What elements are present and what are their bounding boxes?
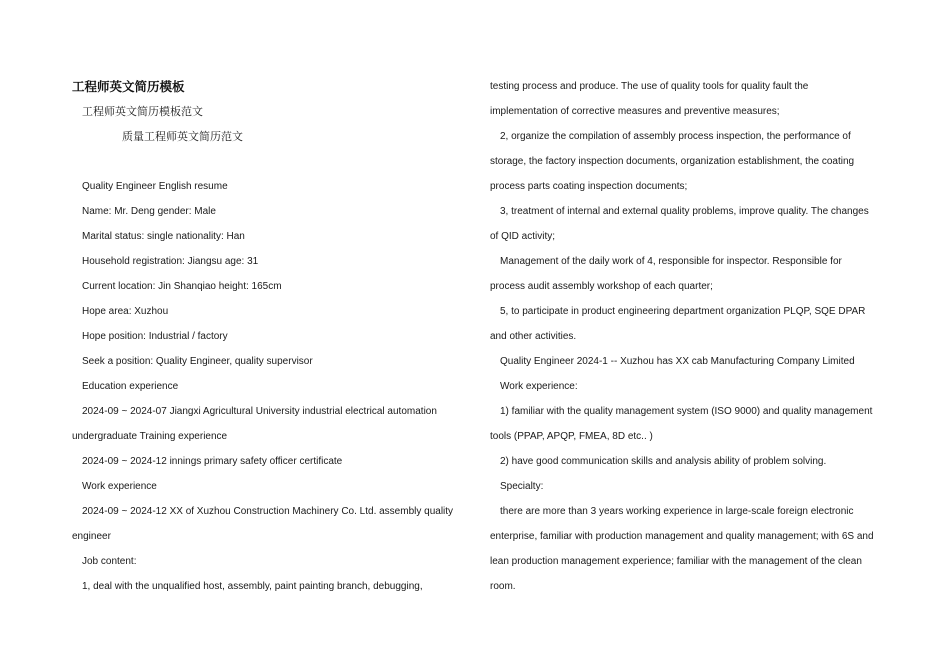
paragraph: Current location: Jin Shanqiao height: 165cm bbox=[82, 281, 282, 292]
paragraph: 2, organize the compilation of assembly process inspection, the performance of storage, the factory inspection documents, organization establishment, the coating process parts coating inspection documents; bbox=[490, 131, 855, 192]
paragraph: 2024-09 ~ 2024-12 innings primary safety officer certificate bbox=[82, 456, 343, 467]
right-column bbox=[490, 74, 874, 599]
paragraph: 2024-09 ~ 2024-12 XX of Xuzhou Construction Machinery Co. Ltd. assembly quality engineer bbox=[72, 506, 454, 542]
left-column bbox=[72, 74, 464, 599]
paragraph: Quality Engineer English resume bbox=[82, 181, 228, 192]
paragraph: 2024-09 ~ 2024-07 Jiangxi Agricultural University industrial electrical automation undergraduate Training experience bbox=[72, 406, 437, 442]
paragraph: Hope area: Xuzhou bbox=[82, 306, 169, 317]
paragraph: Education experience bbox=[82, 381, 179, 392]
paragraph: Quality Engineer 2024-1 -- Xuzhou has XX cab Manufacturing Company Limited bbox=[500, 356, 855, 367]
paragraph: there are more than 3 years working experience in large-scale foreign electronic enterprise, familiar with production management and quality management; with 6S and lean production management experience; familiar with the management of the clean room. bbox=[490, 506, 874, 592]
paragraph: Household registration: Jiangsu age: 31 bbox=[82, 256, 259, 267]
paragraph: Specialty: bbox=[500, 481, 544, 492]
paragraph: testing process and produce. The use of quality tools for quality fault the implementation of corrective measures and preventive measures; bbox=[490, 81, 809, 117]
paragraph: Work experience bbox=[82, 481, 157, 492]
blank-line bbox=[72, 149, 464, 174]
document-subtitle-2: 质量工程师英文简历范文 bbox=[122, 130, 243, 143]
paragraph: Job content: bbox=[82, 556, 137, 567]
paragraph: Marital status: single nationality: Han bbox=[82, 231, 245, 242]
document-subtitle: 工程师英文简历模板范文 bbox=[82, 105, 203, 118]
paragraph: Seek a position: Quality Engineer, quality supervisor bbox=[82, 356, 313, 367]
paragraph: Work experience: bbox=[500, 381, 578, 392]
paragraph: 3, treatment of internal and external quality problems, improve quality. The changes of QID activity; bbox=[490, 206, 869, 242]
paragraph: 5, to participate in product engineering department organization PLQP, SQE DPAR and other activities. bbox=[490, 306, 866, 342]
paragraph: 1, deal with the unqualified host, assembly, paint painting branch, debugging, bbox=[82, 581, 423, 592]
document-title: 工程师英文简历模板 bbox=[72, 79, 185, 94]
paragraph: Name: Mr. Deng gender: Male bbox=[82, 206, 216, 217]
paragraph: 1) familiar with the quality management system (ISO 9000) and quality management tools (PPAP, APQP, FMEA, 8D etc.. ) bbox=[490, 406, 873, 442]
paragraph: Management of the daily work of 4, responsible for inspector. Responsible for process audit assembly workshop of each quarter; bbox=[490, 256, 842, 292]
paragraph: Hope position: Industrial / factory bbox=[82, 331, 228, 342]
paragraph: 2) have good communication skills and analysis ability of problem solving. bbox=[500, 456, 827, 467]
